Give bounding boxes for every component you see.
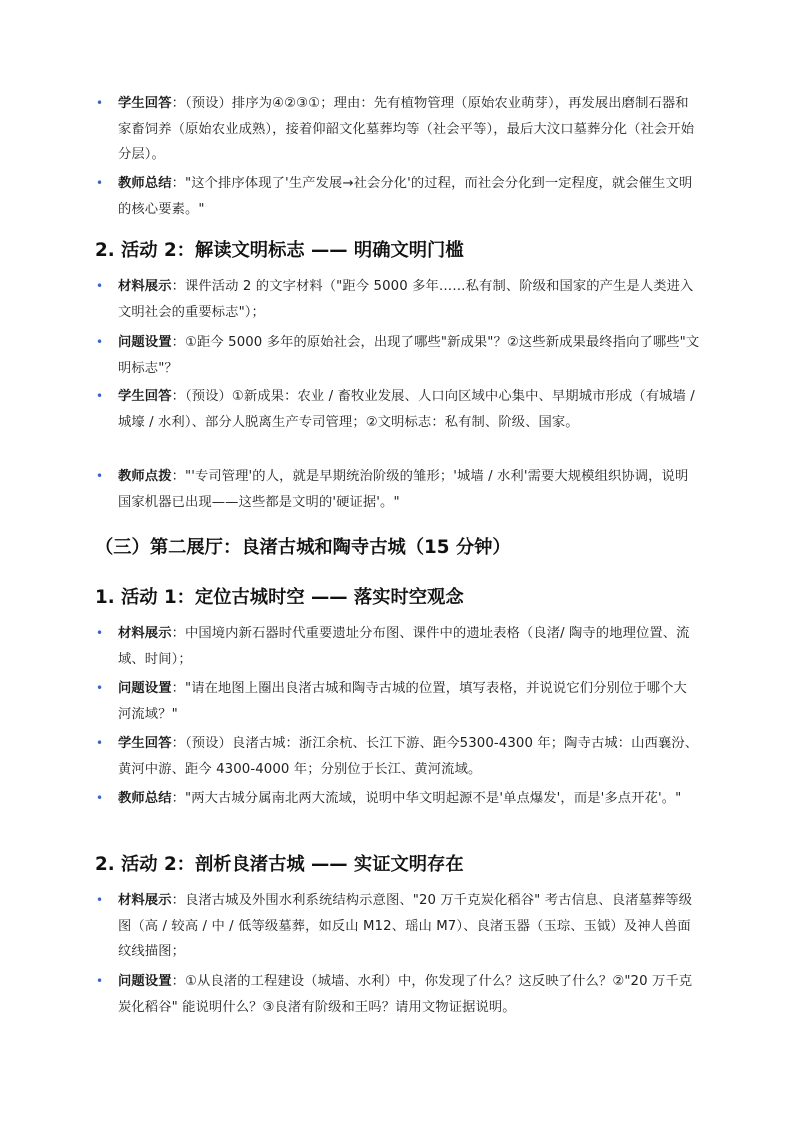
item-label: 学生回答 bbox=[118, 96, 172, 111]
item-text: ：（预设）①新成果：农业 / 畜牧业发展、人口向区域中心集中、早期城市形成（有城墙 / 城壕 / 水利）、部分人脱离生产专司管理；②文明标志：私有制、阶级、国家。 bbox=[118, 389, 695, 430]
list-item bbox=[96, 969, 700, 1020]
item-label: 问题设置 bbox=[118, 974, 172, 989]
list-item bbox=[96, 384, 700, 435]
list-item bbox=[96, 330, 700, 381]
item-label: 材料展示 bbox=[118, 626, 172, 641]
item-text: ：课件活动 2 的文字材料（"距今 5000 多年……私有制、阶级和国家的产生是人类进入文明社会的重要标志"）； bbox=[118, 279, 694, 320]
item-label: 教师点拨 bbox=[118, 469, 172, 484]
bullet-icon: • bbox=[96, 791, 104, 805]
bullet-icon: • bbox=[96, 626, 104, 640]
item-text: ：（预设）良渚古城：浙江余杭、长江下游、距今5300-4300 年；陶寺古城：山西襄汾、黄河中游、距今 4300-4000 年；分别位于长江、黄河流域。 bbox=[118, 736, 699, 777]
item-text: ：中国境内新石器时代重要遗址分布图、课件中的遗址表格（良渚/ 陶寺的地理位置、流域、时间）； bbox=[118, 626, 690, 667]
bullet-icon: • bbox=[96, 736, 104, 750]
list-item bbox=[96, 888, 700, 965]
bullet-icon: • bbox=[96, 681, 104, 695]
bullet-icon: • bbox=[96, 176, 104, 190]
bullet-icon: • bbox=[96, 389, 104, 403]
item-text: ："这个排序体现了'生产发展→社会分化'的过程，而社会分化到一定程度，就会催生文明的核心要素。" bbox=[118, 176, 693, 217]
item-label: 问题设置 bbox=[118, 681, 172, 696]
item-text: ：①从良渚的工程建设（城墙、水利）中，你发现了什么？这反映了什么？②"20 万千克炭化稻谷" 能说明什么？③良渚有阶级和王吗？请用文物证据说明。 bbox=[118, 974, 693, 1015]
item-label: 材料展示 bbox=[118, 893, 172, 908]
list-item bbox=[96, 621, 700, 672]
list-item bbox=[96, 731, 700, 782]
item-text: ：良渚古城及外围水利系统结构示意图、"20 万千克炭化稻谷" 考古信息、良渚墓葬等级图（高 / 较高 / 中 / 低等级墓葬，如反山 M12、瑶山 M7）、良渚玉器（玉琮、玉钺）及神人兽面纹线描图； bbox=[118, 893, 693, 959]
item-label: 问题设置 bbox=[118, 335, 172, 350]
list-item bbox=[96, 171, 700, 222]
item-label: 学生回答 bbox=[118, 736, 172, 751]
list-item bbox=[96, 91, 700, 168]
item-label: 教师总结 bbox=[118, 791, 172, 806]
bullet-icon: • bbox=[96, 893, 104, 907]
list-item bbox=[96, 274, 700, 325]
hall2-activity1-heading: 1. 活动 1：定位古城时空 —— 落实时空观念 bbox=[95, 587, 464, 608]
item-label: 材料展示 bbox=[118, 279, 172, 294]
bullet-icon: • bbox=[96, 974, 104, 988]
list-item bbox=[96, 676, 700, 727]
item-label: 教师总结 bbox=[118, 176, 172, 191]
list-item bbox=[96, 464, 700, 515]
item-text: ："请在地图上圈出良渚古城和陶寺古城的位置，填写表格，并说说它们分别位于哪个大河流域？" bbox=[118, 681, 687, 722]
item-text: ："'专司管理'的人，就是早期统治阶级的雏形；'城墙 / 水利'需要大规模组织协调，说明国家机器已出现——这些都是文明的'硬证据'。" bbox=[118, 469, 689, 510]
bullet-icon: • bbox=[96, 335, 104, 349]
item-text: ："两大古城分属南北两大流域，说明中华文明起源不是'单点爆发'，而是'多点开花'。" bbox=[171, 791, 682, 806]
activity2-heading: 2. 活动 2：解读文明标志 —— 明确文明门槛 bbox=[95, 240, 464, 261]
hall2-heading: （三）第二展厅：良渚古城和陶寺古城（15 分钟） bbox=[95, 537, 511, 558]
bullet-icon: • bbox=[96, 279, 104, 293]
list-item bbox=[96, 786, 700, 812]
item-text: ：（预设）排序为④②③①；理由：先有植物管理（原始农业萌芽），再发展出磨制石器和家畜饲养（原始农业成熟），接着仰韶文化墓葬均等（社会平等），最后大汶口墓葬分化（社会开始分层）。 bbox=[118, 96, 695, 162]
bullet-icon: • bbox=[96, 469, 104, 483]
hall2-activity2-heading: 2. 活动 2：剖析良渚古城 —— 实证文明存在 bbox=[95, 854, 464, 875]
item-label: 学生回答 bbox=[118, 389, 172, 404]
item-text: ：①距今 5000 多年的原始社会，出现了哪些"新成果"？②这些新成果最终指向了哪些"文明标志"？ bbox=[118, 335, 700, 376]
bullet-icon: • bbox=[96, 96, 104, 110]
